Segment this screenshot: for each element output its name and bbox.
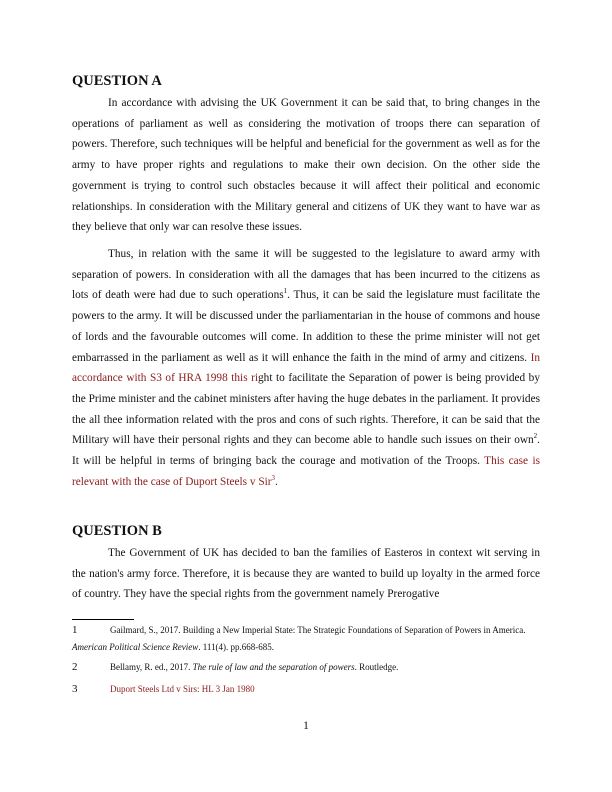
p2-text-a: Thus, in relation with the same it will be suggested to the legislature to award army with separation of powers. In consideration with all the damages that has been incurred to the citizens as lots of death were had due to such operations [72, 248, 540, 302]
footnote-1 [72, 622, 540, 656]
p2-citation-duport-text: This case is relevant with the case of Duport Steels v Sir [72, 455, 540, 488]
question-b-paragraph-1: The Government of UK has decided to ban the families of Easteros in context wit serving in the nation's army force. Therefore, it is because they are wanted to build up loyalty in the armed force of country. They have the special rights from the government namely Prerogative [72, 547, 540, 601]
footnote-journal: American Political Science Review [72, 642, 199, 652]
footnote-ref-1[interactable]: 1 [283, 287, 288, 296]
footnote-text: Gailmard, S., 2017. Building a New Imperial State: The Strategic Foundations of Separation of Powers in America. [110, 625, 526, 635]
footnote-number: 2 [72, 661, 78, 673]
footnote-separator [72, 619, 134, 620]
footnote-number: 3 [72, 683, 78, 695]
question-a-paragraph-1: In accordance with advising the UK Government it can be said that, to bring changes in the operations of parliament as well as considering the motivation of troops there can separation of powers. Therefore, such techniques will be helpful and beneficial for the government as well as for the army to have proper rights and regulations to make their own decision. On the other side the government is trying to control such obstacles because it will affect their political and economic relationships. In consideration with the Military general and citizens of UK they want to have war as they believe that only war can resolve these issues. [72, 97, 540, 234]
footnote-text-end: . 111(4). pp.668-685. [198, 642, 275, 652]
footnote-text: Bellamy, R. ed., 2017. [110, 662, 193, 672]
page-number: 1 [303, 720, 309, 732]
footnote-3 [72, 681, 540, 698]
footnote-2 [72, 659, 540, 676]
p2-text-c: ght to facilitate the Separation of power is being provided by the Prime minister and the cabinet ministers after having the huge debates in the parliament. It provides the all thee information related with the pros and cons of such rights. Therefore, it can be said that the Military will have their personal rights and they can become able to handle such issues on their own [72, 372, 540, 447]
p2-text-e: . [275, 475, 278, 488]
footnote-text-end: . Routledge. [354, 662, 399, 672]
footnote-ref-2[interactable]: 2 [533, 432, 538, 441]
question-b-heading: QUESTION B [72, 523, 162, 539]
question-a-heading: QUESTION A [72, 73, 162, 89]
question-a-paragraph-2 [72, 244, 540, 492]
p2-text-d: . It will be helpful in terms of bringing back the courage and motivation of the Troops. [72, 434, 540, 468]
p2-citation-hra: In accordance with S3 of HRA 1998 this ri [72, 351, 540, 385]
footnote-ref-3[interactable]: 3 [271, 473, 276, 482]
footnote-number: 1 [72, 624, 78, 636]
p2-text-b: . Thus, it can be said the legislature must facilitate the powers to the army. It will be discussed under the parliamentarian in the house of commons and house of lords and the favourable outcomes will come. In addition to these the prime minister will not get embarrassed in the parliament as well as it will enhance the faith in the mind of army and citizens. [72, 289, 540, 364]
footnote-book-title: The rule of law and the separation of powers [192, 662, 355, 672]
footnote-text: Duport Steels Ltd v Sirs: HL 3 Jan 1980 [110, 684, 255, 694]
